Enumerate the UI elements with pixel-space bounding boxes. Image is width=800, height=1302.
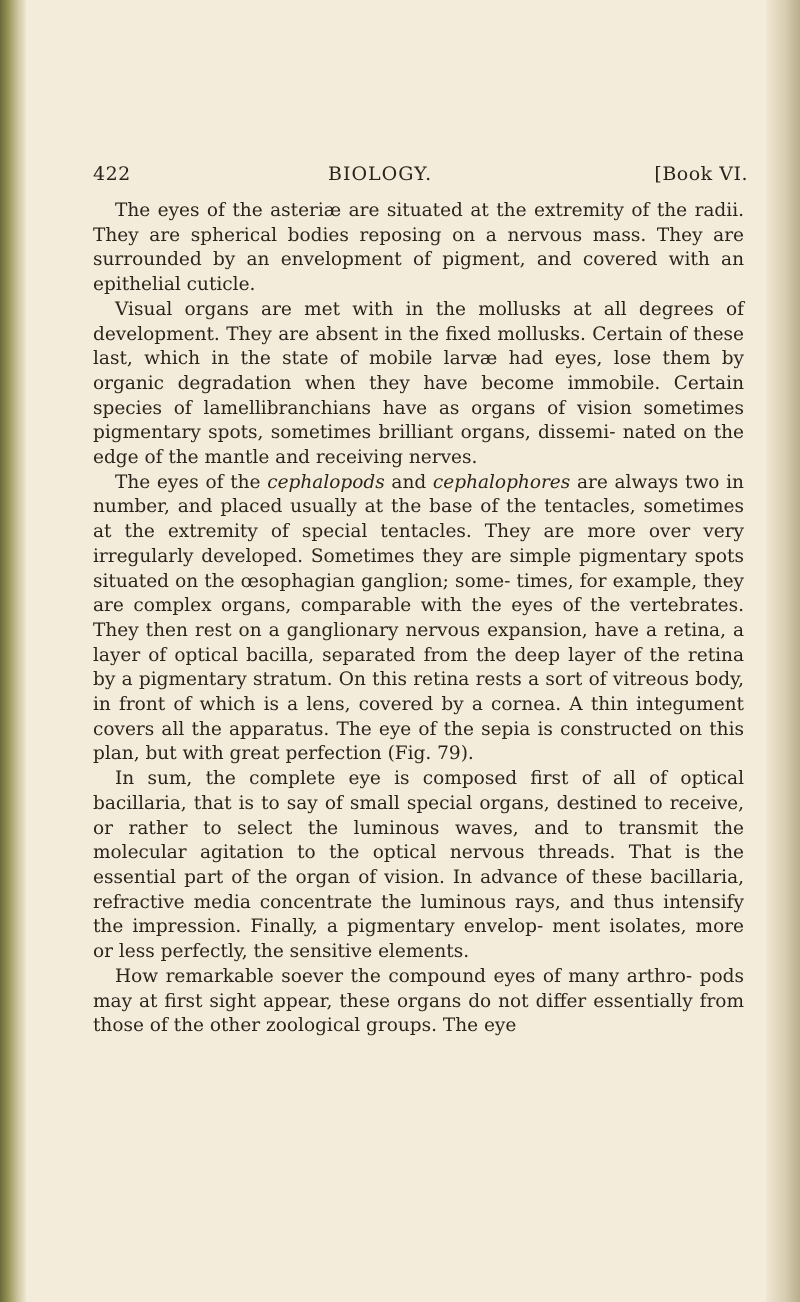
binding-edge [0, 0, 26, 1302]
text-run: The eyes of the [115, 471, 268, 493]
page-edge [766, 0, 800, 1302]
paragraph [93, 767, 744, 965]
text-run: In sum, the complete eye is composed first of all of optical bacillaria, that is to say of small special organs, destined to receive, or rather to select the luminous waves, and to transmit the molecular agitation to the optical nervous threads. That is the essential part of the organ of vision. In advance of these bacillaria, refractive media concentrate the luminous rays, and thus intensify the impression. Finally, a pigmentary envelop- ment isolates, more or less perfectly, the sensitive elements. [93, 768, 744, 963]
text-run: and [384, 471, 433, 493]
paragraph [93, 965, 744, 1039]
page-number: 422 [93, 163, 131, 185]
text-run: are always two in number, and placed usually at the base of the tentacles, sometimes at the extremity of special tentacles. They are more over very irregularly developed. Sometimes they are simple pigmentary spots situated on the œsophagian ganglion; some- times, for example, they are complex organs, comparable with the eyes of the vertebrates. They then rest on a ganglionary nervous expansion, have a retina, a layer of optical bacilla, separated from the deep layer of the retina by a pigmentary stratum. On this retina rests a sort of vitreous body, in front of which is a lens, covered by a cornea. A thin integument covers all the apparatus. The eye of the sepia is constructed on this plan, but with great perfection (Fig. 79). [93, 471, 744, 765]
text-run: How remarkable soever the compound eyes of many arthro- pods may at first sight appear, these organs do not differ essentially from those of the other zoological groups. The eye [93, 965, 744, 1037]
text-run: Visual organs are met with in the mollusks at all degrees of development. They are absent in the fixed mollusks. Certain of these last, which in the state of mobile larvæ had eyes, lose them by organic degradation when they have become immobile. Certain species of lamellibranchians have as organs of vision sometimes pigmentary spots, sometimes brilliant organs, dissemi- nated on the edge of the mantle and receiving nerves. [93, 298, 744, 469]
running-header [93, 163, 748, 193]
italic-term: cephalopods [267, 471, 385, 493]
italic-term: cephalophores [432, 471, 571, 493]
paragraph [93, 298, 744, 471]
text-run: The eyes of the asteriæ are situated at the extremity of the radii. They are spherical bodies reposing on a nervous mass. They are surrounded by an envelopment of pigment, and covered with an epithelial cuticle. [93, 200, 744, 296]
book-section: [Book VI. [654, 163, 748, 185]
paragraph [93, 471, 744, 767]
body-text [93, 199, 744, 1039]
paragraph [93, 199, 744, 298]
running-title: BIOLOGY. [328, 163, 433, 185]
